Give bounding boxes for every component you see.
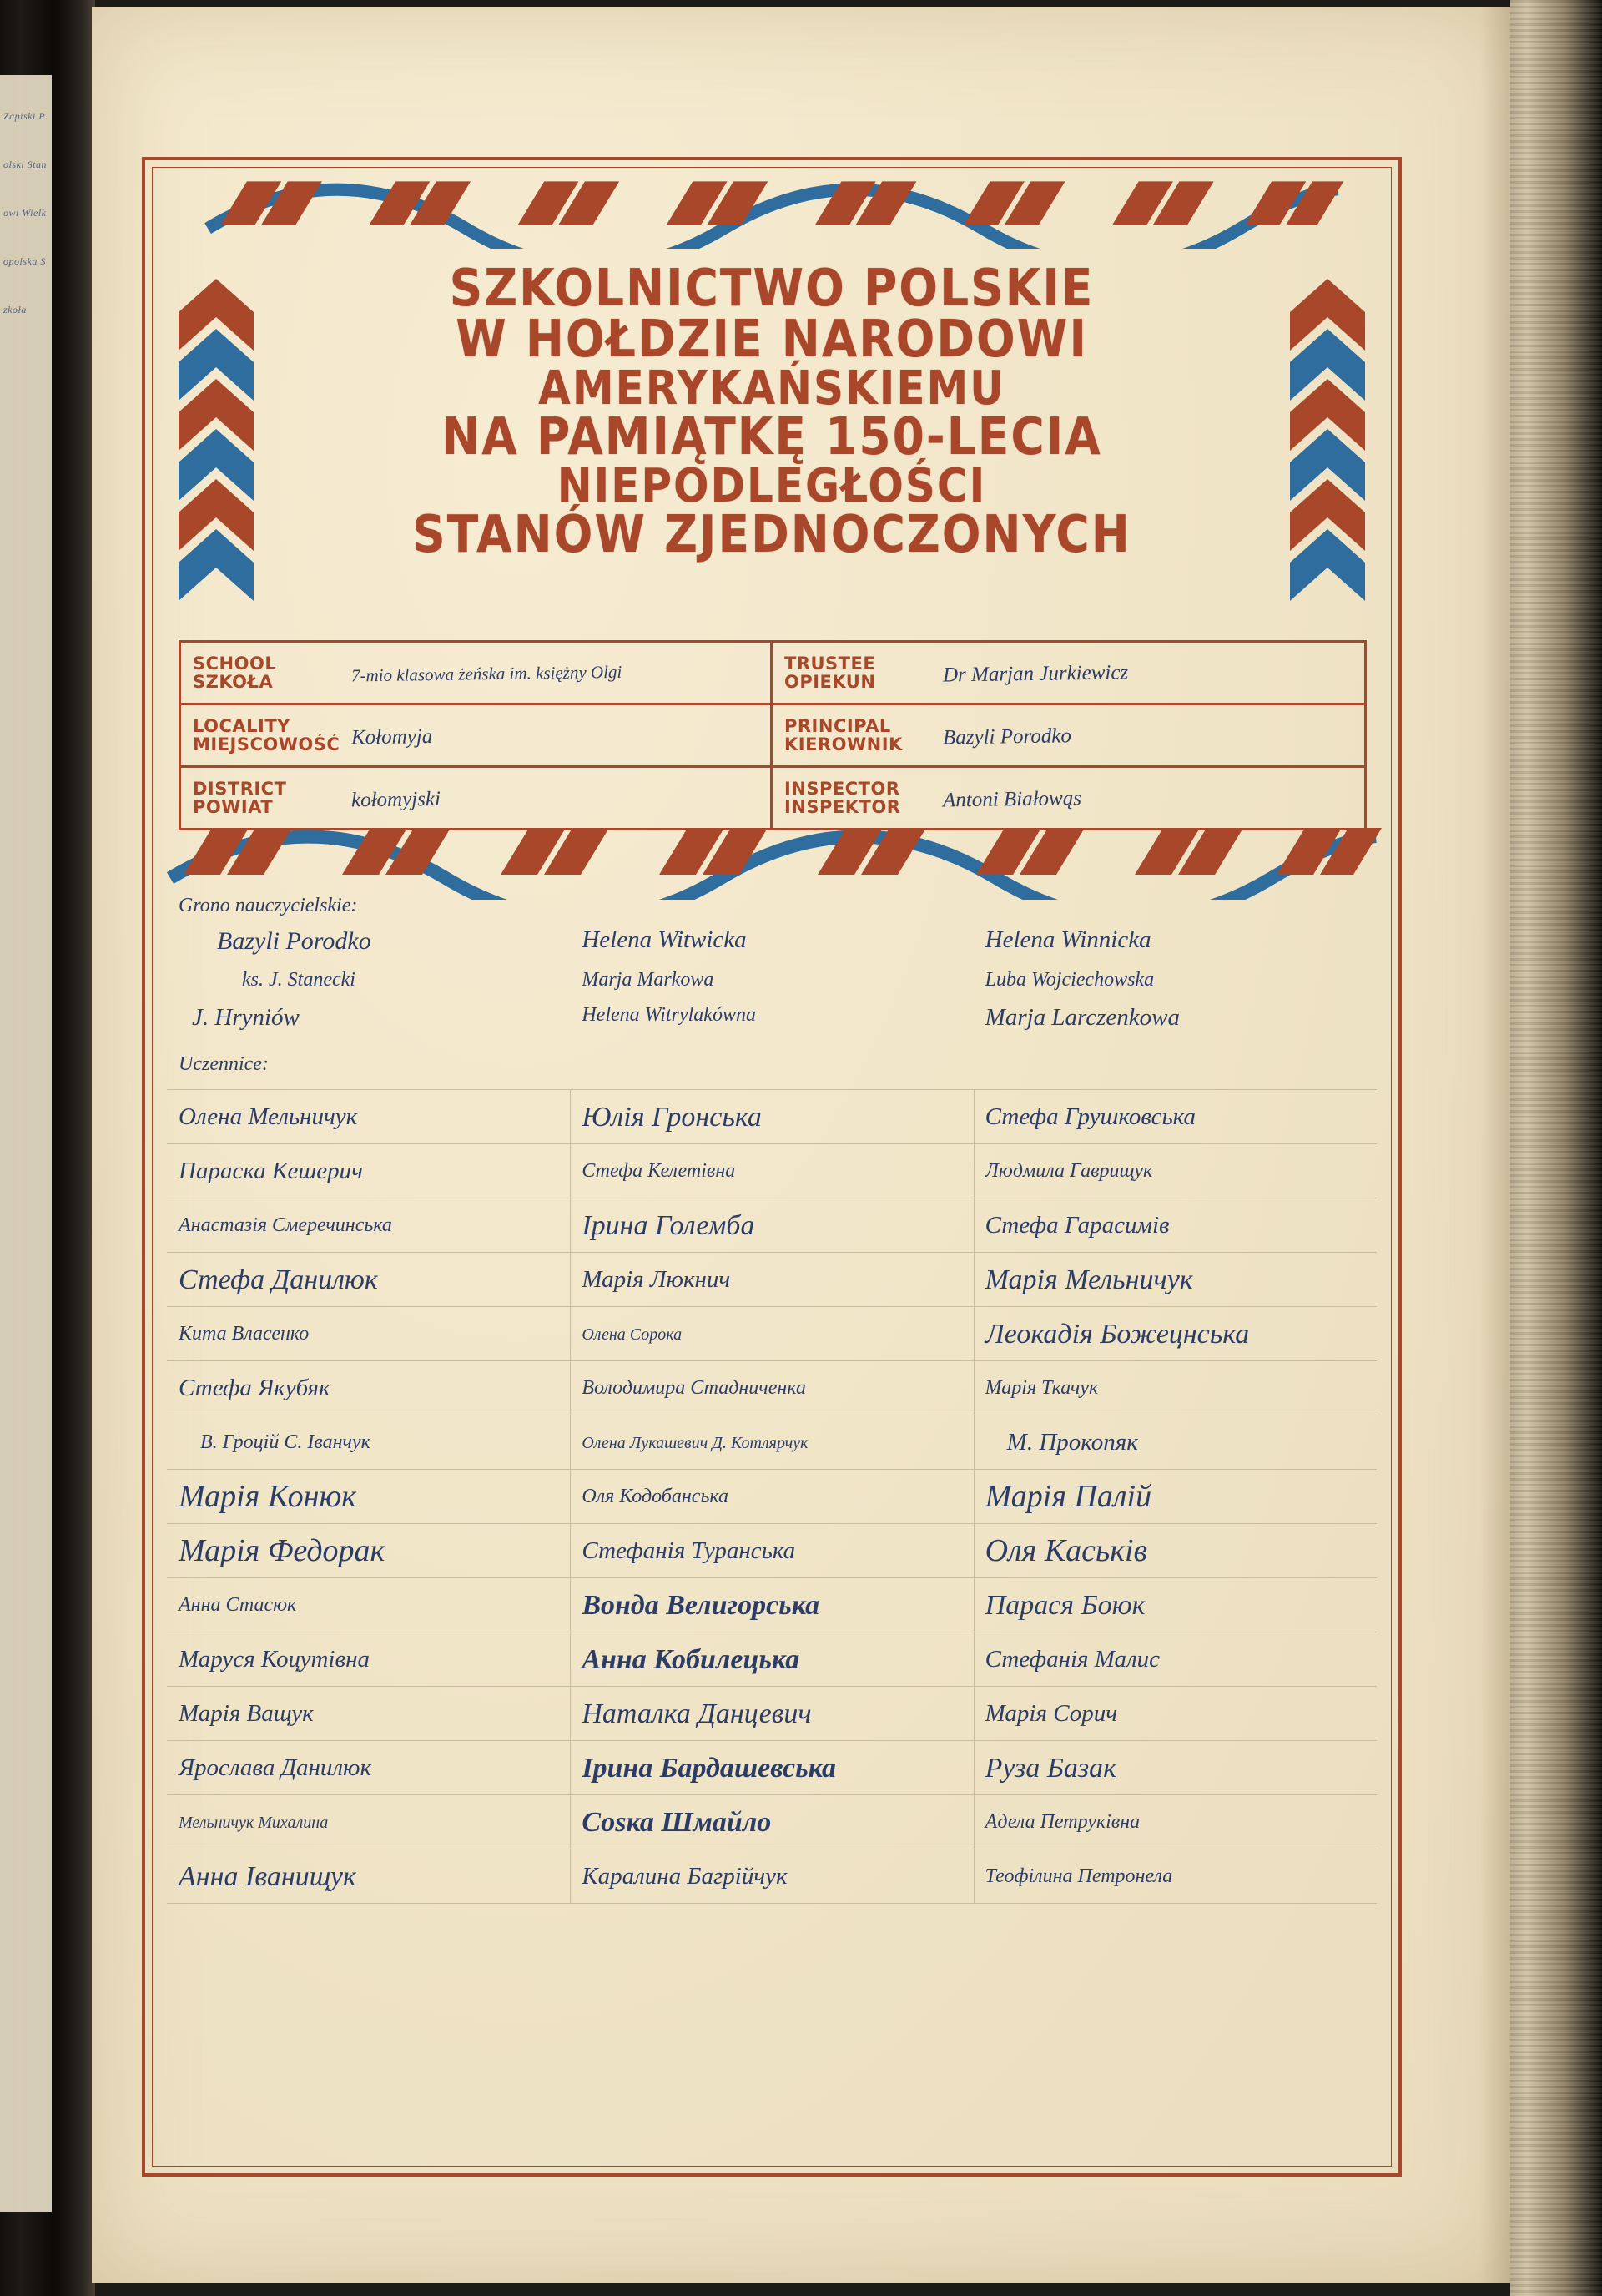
- signature-pupil: Параска Кешерич: [179, 1157, 363, 1184]
- cell-trustee: [773, 643, 1364, 703]
- label-trustee: [773, 654, 934, 691]
- school-info-table: [179, 640, 1367, 830]
- signature-pupil: Анна Стасюк: [179, 1594, 297, 1617]
- label-school: [181, 654, 343, 691]
- book-gutter-shadow: [52, 0, 95, 2296]
- signature-teacher: J. Hryniów: [192, 1004, 300, 1031]
- signature-pupil: Стефа Грушковська: [985, 1103, 1196, 1130]
- pupil-signatures: [167, 1090, 1377, 1904]
- signature-teacher: ks. J. Stanecki: [242, 969, 355, 991]
- signature-row: [167, 1144, 1377, 1198]
- value-locality: Kołomyja: [350, 724, 433, 749]
- table-row-locality: [181, 705, 1364, 768]
- signature-pupil: Ірина Голембa: [582, 1209, 755, 1241]
- signature-row: [167, 1795, 1377, 1849]
- value-school: 7-mio klasowa żeńska im. księżny Olgi: [350, 661, 622, 686]
- pupils-heading: Uczennice:: [179, 1052, 269, 1075]
- signature-pupil: Маруся Коцутівна: [179, 1645, 370, 1673]
- signature-pupil: Наталка Данцевич: [582, 1698, 812, 1729]
- signature-pupil: Теофілина Петронела: [985, 1865, 1173, 1888]
- label-district-pl: POWIAT: [193, 797, 274, 817]
- signature-pupil: Анна Іванищук: [179, 1860, 356, 1892]
- signature-pupil: В. Гроцій С. Іванчук: [200, 1431, 370, 1454]
- label-inspector-en: INSPECTOR: [784, 778, 900, 799]
- signature-pupil: Олена Лукашевич Д. Котлярчук: [582, 1433, 809, 1452]
- signature-teacher: Helena Witwicka: [582, 926, 747, 953]
- adjacent-page-edge: [0, 0, 52, 2296]
- signature-pupil: Кита Власенко: [179, 1323, 310, 1345]
- cell-school: [181, 643, 773, 703]
- signature-pupil: Ярослава Данилюк: [179, 1754, 372, 1781]
- signatures-section: [167, 895, 1377, 2147]
- signature-pupil: Парася Боюк: [985, 1589, 1146, 1621]
- title-line-2: W HOŁDZIE NARODOWI: [456, 309, 1088, 369]
- signature-pupil: Стефа Келетівна: [582, 1160, 736, 1183]
- signature-pupil: Юлія Гронська: [582, 1101, 762, 1133]
- signature-pupil: Вонда Велигорська: [582, 1589, 820, 1621]
- cell-principal: [773, 705, 1364, 765]
- certificate-title: [162, 260, 1382, 563]
- label-inspector-pl: INSPEKTOR: [784, 797, 901, 817]
- signature-row: [167, 1470, 1377, 1524]
- signature-row: [167, 1198, 1377, 1253]
- signature-pupil: Стефа Якубяк: [179, 1374, 330, 1401]
- cell-locality: [181, 705, 773, 765]
- label-principal: [773, 717, 934, 754]
- signature-row: [167, 1361, 1377, 1415]
- signature-teacher: Helena Winnicka: [985, 926, 1151, 953]
- signature-pupil: М. Прокопяк: [1006, 1428, 1138, 1456]
- signature-row: [167, 1632, 1377, 1687]
- signature-pupil: Стефанія Малис: [985, 1645, 1161, 1673]
- signature-pupil: Мельничук Михалина: [179, 1813, 329, 1832]
- title-line-1: SZKOLNICTWO POLSKIE: [449, 258, 1095, 318]
- signature-pupil: Марія Ткачук: [985, 1377, 1099, 1400]
- signature-row: [167, 1578, 1377, 1632]
- label-trustee-en: TRUSTEE: [784, 653, 876, 674]
- signature-pupil: Марія Ващук: [179, 1699, 314, 1727]
- label-principal-pl: KIEROWNIK: [784, 734, 903, 754]
- title-line-3: AMERYKAŃSKIEMU: [538, 361, 1005, 416]
- label-trustee-pl: OPIEKUN: [784, 672, 876, 692]
- signature-pupil: Анна Кобилецька: [582, 1643, 800, 1675]
- signature-teacher: Helena Witrylakówna: [582, 1004, 756, 1026]
- signature-pupil: Руза Базак: [985, 1752, 1117, 1784]
- label-district: [181, 780, 343, 816]
- label-locality-pl: MIEJSCOWOŚĆ: [193, 734, 340, 754]
- page-shadow: [1480, 7, 1510, 2283]
- signature-pupil: Марія Федорак: [179, 1532, 385, 1568]
- signature-row: [167, 1090, 1377, 1144]
- signature-pupil: Ірина Бардашевська: [582, 1752, 837, 1784]
- title-block: [162, 170, 1382, 638]
- signature-row: [167, 1687, 1377, 1741]
- signature-row: [167, 1253, 1377, 1307]
- top-ribbon-decoration: [162, 174, 1382, 249]
- signature-row: [167, 1415, 1377, 1470]
- label-locality: [181, 717, 343, 754]
- label-district-en: DISTRICT: [193, 778, 287, 799]
- signature-teacher: Marja Larczenkowa: [985, 1004, 1180, 1031]
- signature-pupil: Соsка Шмайло: [582, 1806, 772, 1838]
- title-line-6: STANÓW ZJEDNOCZONYCH: [412, 504, 1131, 564]
- page-edge-texture: [1510, 0, 1602, 2296]
- signature-row: [167, 1741, 1377, 1795]
- signature-pupil: Каралина Багрійчук: [582, 1862, 788, 1890]
- signature-pupil: Анастазія Смеречинська: [179, 1214, 392, 1237]
- signature-pupil: Марія Сорич: [985, 1699, 1118, 1727]
- certificate-frame: [142, 157, 1402, 2177]
- signature-pupil: Леокадія Божецнська: [985, 1318, 1250, 1350]
- title-line-4: NA PAMIĄTKĘ 150-LECIA: [441, 406, 1102, 467]
- signature-pupil: Марія Конюк: [179, 1478, 357, 1514]
- signature-pupil: Марія Люкнич: [582, 1265, 731, 1293]
- signature-pupil: Оля Каськів: [985, 1532, 1148, 1568]
- margin-notes: Zapiski Polski Stanowi Wielkopolska Szkoła: [3, 110, 47, 315]
- signature-pupil: Оля Кодобанська: [582, 1486, 728, 1508]
- value-district: kołomyjski: [350, 787, 441, 812]
- signature-teacher: Luba Wojciechowska: [985, 969, 1155, 991]
- middle-ribbon-decoration: [162, 820, 1382, 900]
- label-principal-en: PRINCIPAL: [784, 715, 891, 736]
- teachers-heading: Grono nauczycielskie:: [179, 895, 358, 916]
- signature-pupil: Володимира Стадниченка: [582, 1377, 806, 1400]
- label-inspector: [773, 780, 934, 816]
- label-school-pl: SZKOŁA: [193, 672, 274, 692]
- signature-pupil: Олена Сорока: [582, 1325, 683, 1344]
- signature-pupil: Олена Мельничук: [179, 1103, 358, 1130]
- signature-pupil: Адела Петруківна: [985, 1811, 1141, 1834]
- label-locality-en: LOCALITY: [193, 715, 290, 736]
- table-row-school: [181, 643, 1364, 705]
- signature-teacher: Marja Markowa: [582, 969, 714, 991]
- value-principal: Bazyli Porodko: [942, 724, 1072, 749]
- value-trustee: Dr Marjan Jurkiewicz: [942, 660, 1129, 687]
- signature-pupil: Марія Мельничук: [985, 1264, 1193, 1295]
- title-line-5: NIEPODLEGŁOŚCI: [557, 458, 987, 513]
- signature-row: [167, 1849, 1377, 1904]
- signature-teacher: Bazyli Porodko: [217, 927, 371, 955]
- signature-pupil: Стефа Гарасимів: [985, 1211, 1170, 1239]
- value-inspector: Antoni Białowąs: [942, 786, 1082, 812]
- signature-row: [167, 1524, 1377, 1578]
- signature-pupil: Стефа Данилюк: [179, 1264, 378, 1295]
- signature-row: [167, 1307, 1377, 1361]
- signature-pupil: Марія Палій: [985, 1478, 1152, 1514]
- certificate-page: [92, 7, 1510, 2283]
- teacher-signatures: [167, 919, 1377, 1038]
- signature-pupil: Людмила Гаврищук: [985, 1160, 1153, 1183]
- pupil-signatures-wrapper: [167, 1089, 1377, 1904]
- label-school-en: SCHOOL: [193, 653, 277, 674]
- signature-pupil: Стефанія Туранська: [582, 1537, 796, 1564]
- book-outer-edge: [1510, 0, 1602, 2296]
